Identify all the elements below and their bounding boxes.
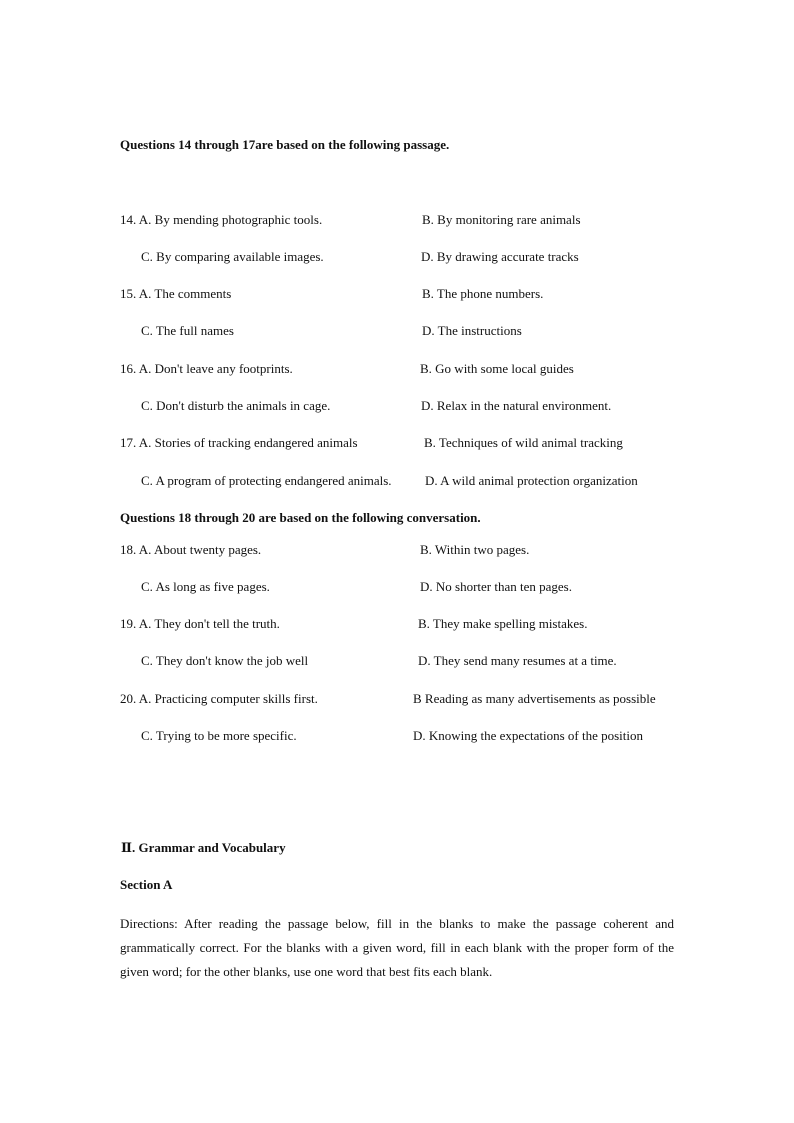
q15-option-c: C. The full names [141,323,234,338]
q19-option-a: 19. A. They don't tell the truth. [120,616,280,631]
q14-option-b: B. By monitoring rare animals [422,212,581,227]
q14-option-a: 14. A. By mending photographic tools. [120,212,323,227]
q16-option-c: C. Don't disturb the animals in cage. [141,398,331,413]
passage-heading: Questions 14 through 17are based on the following passage. [120,137,450,152]
q19-option-d: D. They send many resumes at a time. [418,653,617,668]
q16-option-b: B. Go with some local guides [420,361,574,376]
q14-option-d: D. By drawing accurate tracks [421,249,579,264]
q14-option-c: C. By comparing available images. [141,249,324,264]
q20-option-c: C. Trying to be more specific. [141,728,297,743]
q17-option-b: B. Techniques of wild animal tracking [424,435,623,450]
q16-option-d: D. Relax in the natural environment. [421,398,612,413]
q20-option-b: B Reading as many advertisements as possible [413,691,656,706]
q15-option-d: D. The instructions [422,323,522,338]
q18-option-d: D. No shorter than ten pages. [420,579,572,594]
directions-paragraph: Directions: After reading the passage below, fill in the blanks to make the passage coherent and grammatically correct. For the blanks with a given word, fill in each blank with the proper form of the given word; for the other blanks, use one word that best fits each blank. [120,916,674,979]
q17-option-c: C. A program of protecting endangered animals. [141,473,392,488]
q19-option-b: B. They make spelling mistakes. [418,616,588,631]
q15-option-b: B. The phone numbers. [422,286,544,301]
conversation-heading: Questions 18 through 20 are based on the following conversation. [120,510,481,525]
q17-option-a: 17. A. Stories of tracking endangered animals [120,435,358,450]
q20-option-d: D. Knowing the expectations of the position [413,728,643,743]
q19-option-c: C. They don't know the job well [141,653,309,668]
q17-option-d: D. A wild animal protection organization [425,473,638,488]
section-a-heading: Section A [120,877,173,892]
q18-option-b: B. Within two pages. [420,542,530,557]
q20-option-a: 20. A. Practicing computer skills first. [120,691,318,706]
q16-option-a: 16. A. Don't leave any footprints. [120,361,293,376]
q18-option-a: 18. A. About twenty pages. [120,542,262,557]
q18-option-c: C. As long as five pages. [141,579,270,594]
grammar-vocabulary-heading: Ⅱ. Grammar and Vocabulary [121,840,286,855]
q15-option-a: 15. A. The comments [120,286,232,301]
